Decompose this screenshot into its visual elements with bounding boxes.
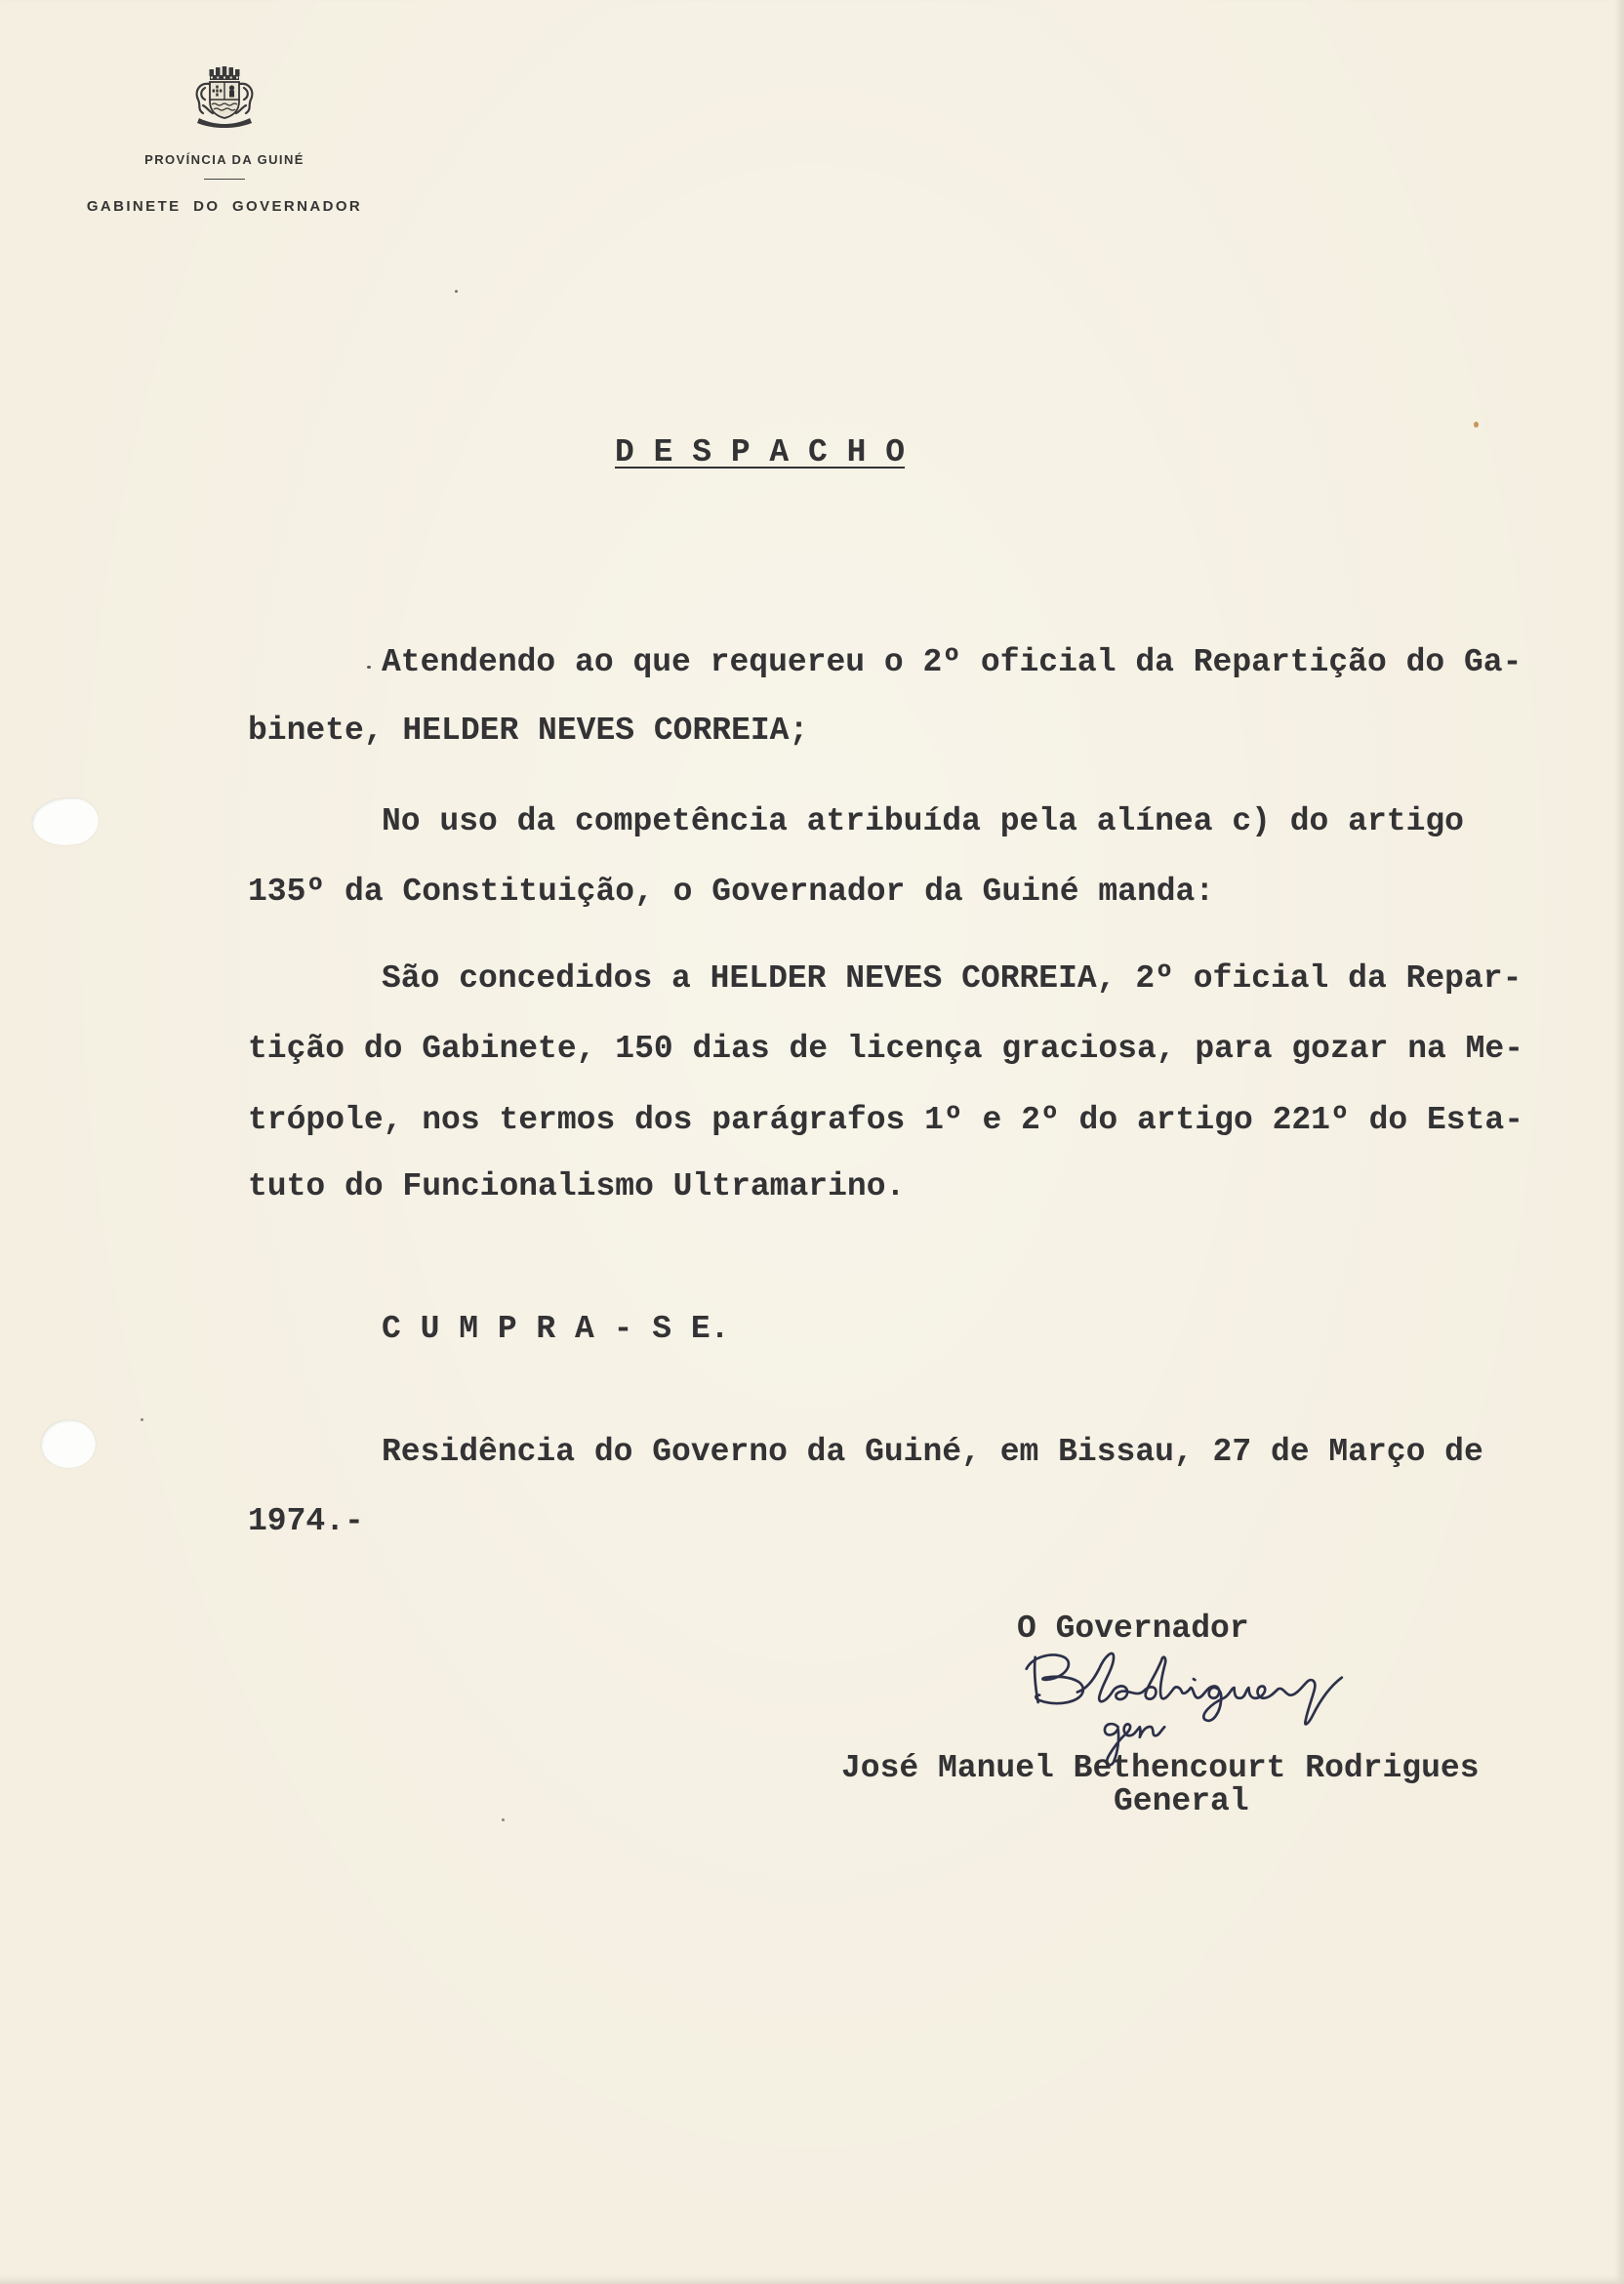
coat-of-arms-icon <box>185 62 264 129</box>
paper-speck <box>502 1818 505 1821</box>
paper-speck <box>455 290 458 293</box>
place-date-line: Residência do Governo da Guiné, em Bissau, 27 de Março de <box>382 1434 1483 1470</box>
province-name: PROVÍNCIA DA GUINÉ <box>144 152 304 167</box>
paragraph-line: tição do Gabinete, 150 dias de licença graciosa, para gozar na Me- <box>248 1031 1524 1067</box>
paper-speck <box>367 666 371 669</box>
paragraph-line: 135º da Constituição, o Governador da Guiné manda: <box>248 874 1215 910</box>
paragraph-line: tuto do Funcionalismo Ultramarino. <box>248 1168 906 1204</box>
signatory-rank: General <box>1114 1783 1249 1819</box>
punch-hole <box>41 1420 96 1468</box>
paragraph-line: binete, HELDER NEVES CORREIA; <box>248 713 809 749</box>
letterhead-divider <box>204 179 245 180</box>
document-title: D E S P A C H O <box>615 434 906 470</box>
signatory-name: José Manuel Bethencourt Rodrigues <box>841 1750 1480 1786</box>
paragraph-line: No uso da competência atribuída pela alínea c) do artigo <box>382 803 1464 839</box>
paragraph-line: trópole, nos termos dos parágrafos 1º e 2º do artigo 221º do Esta- <box>248 1102 1524 1138</box>
place-date-line: 1974.- <box>248 1503 364 1539</box>
punch-hole <box>30 796 100 848</box>
paragraph-line: São concedidos a HELDER NEVES CORREIA, 2º oficial da Repar- <box>382 960 1522 997</box>
paper-speck <box>141 1418 143 1421</box>
signatory-role: O Governador <box>1017 1611 1249 1647</box>
paper-speck <box>1474 422 1479 428</box>
paragraph-line: Atendendo ao que requereu o 2º oficial da Repartição do Ga- <box>382 644 1522 680</box>
office-name: GABINETE DO GOVERNADOR <box>86 198 363 215</box>
order-statement: C U M P R A - S E. <box>382 1311 730 1347</box>
